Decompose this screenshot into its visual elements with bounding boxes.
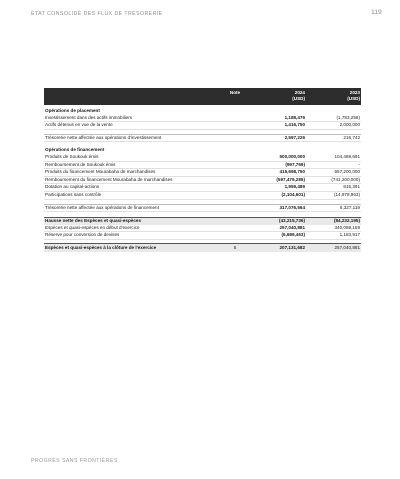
row-label: Remboursement de Soukouk émis xyxy=(45,161,116,167)
row-label: Espèces et quasi-espèces à la clôture de l'exercice xyxy=(45,244,157,250)
table-header xyxy=(44,88,361,105)
table-row xyxy=(44,184,361,192)
row-value-2024: (597,479,285) xyxy=(276,176,305,182)
header-year-2024 xyxy=(245,90,305,102)
row-value-2024: 207,131,682 xyxy=(279,244,305,250)
page-number: 119 xyxy=(371,9,382,16)
net-change-row xyxy=(44,217,361,225)
row-value-2023: (1,783,258) xyxy=(336,114,360,120)
footer-text: PROGRÈS SANS FRONTIÈRES xyxy=(31,458,118,464)
row-value-2024: 415,698,750 xyxy=(279,169,305,175)
row-label: Trésorerie nette affectée aux opérations de financement xyxy=(45,204,159,210)
header-year-2023 xyxy=(305,90,362,102)
row-value-2023: 1,183,917 xyxy=(339,232,360,238)
row-label: Réserve pour conversion de devises xyxy=(45,232,120,238)
header-year-2024-label: 2024 xyxy=(294,90,305,95)
row-value-2024: 1,188,476 xyxy=(284,114,305,120)
table-row xyxy=(44,192,361,200)
row-value-2024: (997,769) xyxy=(285,161,305,167)
row-value-2024: (6,689,463) xyxy=(281,232,305,238)
row-value-2023: 6,327,119 xyxy=(339,204,360,210)
row-label: Actifs détenus en vue de la vente xyxy=(45,122,113,128)
row-label: Dotation au capital-actions xyxy=(45,184,100,190)
row-value-2024: 500,000,000 xyxy=(279,154,305,160)
cash-flow-table xyxy=(44,88,361,252)
row-value-2023: 216,742 xyxy=(343,134,360,140)
row-value-2023: - xyxy=(358,161,360,167)
closing-balance-row xyxy=(44,243,361,252)
section-title-investing-text: Opérations de placement xyxy=(45,108,100,114)
row-label: Produits de Soukouk émis xyxy=(45,154,99,160)
row-label: Remboursement du financement Mourabaha de marchandises xyxy=(45,176,173,182)
row-value-2023: 816,391 xyxy=(343,184,360,190)
table-row xyxy=(44,225,361,233)
report-section-title: ÉTAT CONSOLIDÉ DES FLUX DE TRÉSORERIE xyxy=(31,11,163,17)
row-value-2024: (2,104,601) xyxy=(281,191,305,197)
header-year-2023-unit: (USD) xyxy=(347,96,360,101)
row-value-2023: (14,978,963) xyxy=(333,191,360,197)
row-value-2023: 657,200,000 xyxy=(334,169,360,175)
investing-total-row xyxy=(44,134,361,143)
row-label: Trésorerie nette affectée aux opérations d'investissement xyxy=(45,134,162,140)
row-value-2024: 317,076,564 xyxy=(279,204,305,210)
row-value-2023: (84,232,195) xyxy=(333,218,360,224)
row-value-2024: 1,959,489 xyxy=(284,184,305,190)
section-title-financing-text: Opérations de financement xyxy=(45,147,105,153)
row-value-2023: (741,200,000) xyxy=(331,176,360,182)
row-value-2023: 2,000,000 xyxy=(339,122,360,128)
row-label: Participations sans contrôle xyxy=(45,191,102,197)
table-row xyxy=(44,115,361,123)
row-value-2023: 104,489,691 xyxy=(334,154,360,160)
table-row xyxy=(44,162,361,170)
row-value-2024: 1,416,750 xyxy=(284,122,305,128)
table-row xyxy=(44,169,361,177)
table-row xyxy=(44,122,361,130)
table-row xyxy=(44,232,361,240)
table-row xyxy=(44,177,361,185)
section-title-financing xyxy=(44,147,361,154)
row-value-2024: 257,040,881 xyxy=(279,224,305,230)
table-row xyxy=(44,154,361,162)
financing-total-row xyxy=(44,204,361,213)
row-value-2024: 2,597,226 xyxy=(284,134,305,140)
row-label: Produits du financement Mourabaha de marchandises xyxy=(45,169,156,175)
row-value-2023: 257,040,881 xyxy=(334,244,360,250)
row-value-2023: 340,089,159 xyxy=(334,224,360,230)
row-note: 5 xyxy=(233,244,237,250)
row-label: Investissement dans des actifs immobiliers xyxy=(45,114,133,120)
section-title-investing xyxy=(44,108,361,115)
header-year-2023-label: 2023 xyxy=(349,90,360,95)
row-value-2024: (43,215,736) xyxy=(278,218,305,224)
row-label: Hausse nette des Espèces et quasi-espèces xyxy=(45,218,142,224)
header-year-2024-unit: (USD) xyxy=(292,96,305,101)
row-label: Espèces et quasi-espèces en début d'exercice xyxy=(45,224,140,230)
header-note: Note xyxy=(229,90,241,95)
